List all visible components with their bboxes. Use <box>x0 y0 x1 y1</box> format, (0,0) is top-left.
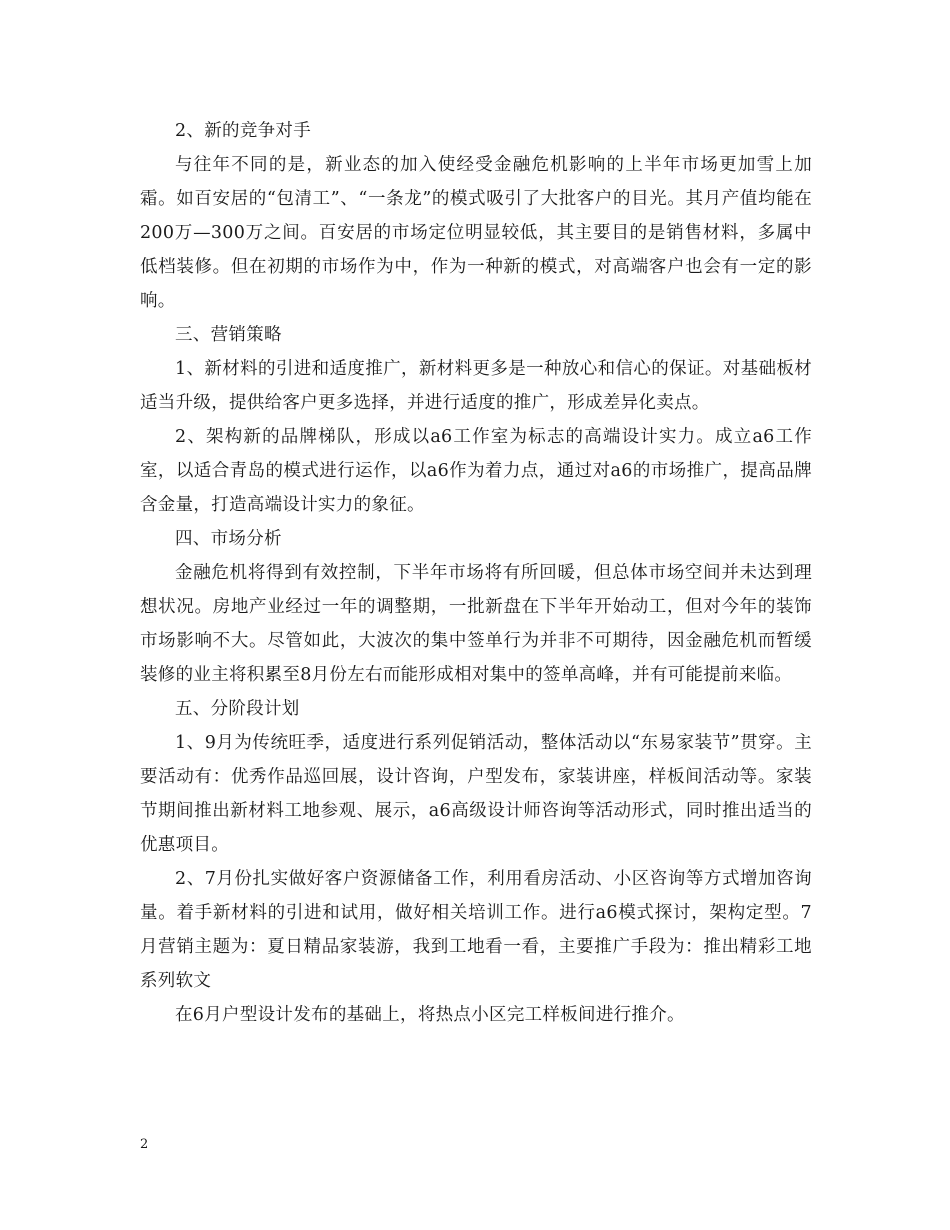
paragraph-phase-september: 1、9月为传统旺季，适度进行系列促销活动，整体活动以“东易家装节”贯穿。主要活动有：优秀作品巡回展，设计咨询，户型发布，家装讲座，样板间活动等。家装节期间推出新材料工地参观、展示，a6高级设计师咨询等活动形式，同时推出适当的优惠项目。 <box>140 733 812 855</box>
section-heading-phase-plan: 五、分阶段计划 <box>175 699 300 719</box>
section-heading-market-analysis: 四、市场分析 <box>175 529 282 549</box>
section-heading-new-competitors: 2、新的竞争对手 <box>175 121 312 141</box>
paragraph-sample-rooms: 在6月户型设计发布的基础上，将热点小区完工样板间进行推介。 <box>175 1005 685 1025</box>
page-number: 2 <box>140 1137 149 1152</box>
paragraph-competitors: 与往年不同的是，新业态的加入使经受金融危机影响的上半年市场更加雪上加霜。如百安居的“包清工”、“一条龙”的模式吸引了大批客户的目光。其月产值均能在200万—300万之间。百安居的市场定位明显较低，其主要目的是销售材料，多属中低档装修。但在初期的市场作为中，作为一种新的模式，对高端客户也会有一定的影响。 <box>140 155 812 311</box>
paragraph-brand-tier: 2、架构新的品牌梯队，形成以a6工作室为标志的高端设计实力。成立a6工作室，以适合青岛的模式进行运作，以a6作为着力点，通过对a6的市场推广，提高品牌含金量，打造高端设计实力的象征。 <box>140 427 812 515</box>
paragraph-market-analysis: 金融危机将得到有效控制，下半年市场将有所回暖，但总体市场空间并未达到理想状况。房地产业经过一年的调整期，一批新盘在下半年开始动工，但对今年的装饰市场影响不大。尽管如此，大波次的集中签单行为并非不可期待，因金融危机而暂缓装修的业主将积累至8月份左右而能形成相对集中的签单高峰，并有可能提前来临。 <box>140 563 812 685</box>
section-heading-marketing-strategy: 三、营销策略 <box>175 325 282 345</box>
paragraph-phase-july: 2、7月份扎实做好客户资源储备工作，利用看房活动、小区咨询等方式增加咨询量。着手新材料的引进和试用，做好相关培训工作。进行a6模式探讨，架构定型。7月营销主题为：夏日精品家装游，我到工地看一看，主要推广手段为：推出精彩工地系列软文 <box>140 869 812 991</box>
paragraph-new-materials: 1、新材料的引进和适度推广，新材料更多是一种放心和信心的保证。对基础板材适当升级，提供给客户更多选择，并进行适度的推广，形成差异化卖点。 <box>140 359 812 413</box>
document-body <box>140 114 812 1032</box>
